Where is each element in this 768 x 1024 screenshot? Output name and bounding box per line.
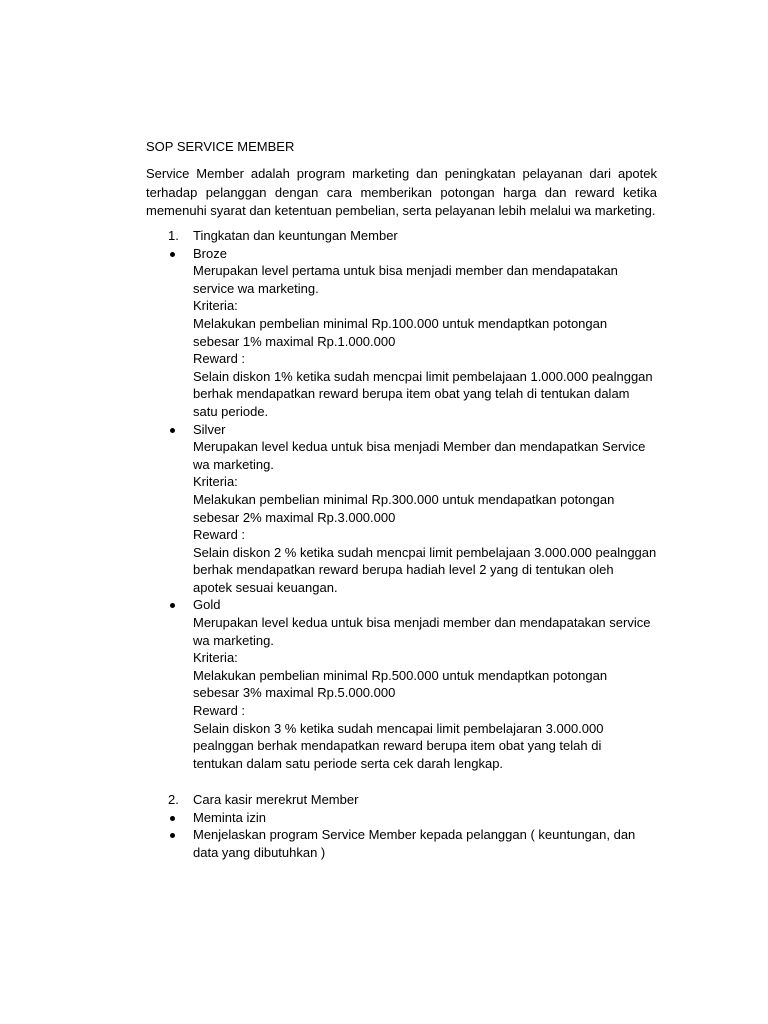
tier-line: berhak mendapatkan reward berupa item obat yang telah di tentukan dalam — [193, 386, 630, 402]
bullet-icon — [170, 816, 175, 821]
tier-line: sebesar 3% maximal Rp.5.000.000 — [193, 685, 396, 701]
intro-line: Service Member adalah program marketing dan peningkatan pelayanan dari apotek — [146, 166, 657, 181]
tier-line: Reward : — [193, 527, 246, 543]
tier-item-broze — [0, 245, 663, 421]
tier-item-gold — [0, 596, 663, 772]
document-title: SOP SERVICE MEMBER — [146, 139, 295, 154]
section-2-heading-item — [0, 791, 663, 809]
tier-line: apotek sesuai keuangan. — [193, 579, 338, 595]
intro-paragraph — [146, 165, 657, 221]
list-number: 1. — [168, 228, 179, 243]
recruit-step-line: Meminta izin — [193, 809, 266, 825]
tier-line: Gold — [193, 597, 221, 613]
tier-line: pealnggan berhak mendapatkan reward berupa item obat yang telah di — [193, 738, 602, 754]
tier-line: Kriteria: — [193, 650, 238, 666]
section-1-heading: Tingkatan dan keuntungan Member — [193, 228, 398, 243]
recruit-step-line: data yang dibutuhkan ) — [193, 844, 326, 860]
tier-line: Reward : — [193, 351, 246, 367]
section-1-list — [0, 227, 768, 772]
tier-line: tentukan dalam satu periode serta cek darah lengkap. — [193, 755, 504, 771]
tier-line: Merupakan level kedua untuk bisa menjadi Member dan mendapatkan Service — [193, 439, 646, 455]
tier-line: Merupakan level kedua untuk bisa menjadi member dan mendapatakan service — [193, 615, 651, 631]
tier-line: Kriteria: — [193, 298, 238, 314]
tier-line: Broze — [193, 245, 227, 261]
tier-line: berhak mendapatkan reward berupa hadiah level 2 yang di tentukan oleh — [193, 562, 614, 578]
tier-line: Silver — [193, 421, 226, 437]
tier-line: wa marketing. — [193, 456, 274, 472]
list-number: 2. — [168, 792, 179, 807]
tier-line: Melakukan pembelian minimal Rp.300.000 untuk mendapatkan potongan — [193, 491, 615, 507]
tier-line: Merupakan level pertama untuk bisa menjadi member dan mendapatakan — [193, 263, 618, 279]
intro-line: terhadap pelanggan dengan cara memberikan potongan harga dan reward ketika — [146, 184, 657, 200]
tier-line: Selain diskon 3 % ketika sudah mencapai limit pembelajaran 3.000.000 — [193, 720, 604, 736]
recruit-step-item — [0, 826, 663, 861]
tier-line: Reward : — [193, 703, 246, 719]
tier-line: Selain diskon 2 % ketika sudah mencpai limit pembelajaan 3.000.000 pealnggan — [193, 544, 657, 560]
tier-line: sebesar 1% maximal Rp.1.000.000 — [193, 333, 396, 349]
section-1-heading-item — [0, 227, 663, 245]
tier-line: Melakukan pembelian minimal Rp.100.000 untuk mendaptkan potongan — [193, 315, 608, 331]
bullet-icon — [170, 428, 175, 433]
tier-line: Kriteria: — [193, 474, 238, 490]
intro-line: memenuhi syarat dan ketentuan pembelian, serta pelayanan lebih melalui wa marketing. — [146, 203, 656, 219]
tier-line: wa marketing. — [193, 632, 274, 648]
tier-item-silver — [0, 421, 663, 597]
bullet-icon — [170, 833, 175, 838]
tier-line: Melakukan pembelian minimal Rp.500.000 untuk mendaptkan potongan — [193, 667, 608, 683]
section-2-heading: Cara kasir merekrut Member — [193, 792, 359, 807]
section-2-list — [0, 791, 768, 861]
tier-line: satu periode. — [193, 403, 269, 419]
tier-line: service wa marketing. — [193, 280, 319, 296]
tier-line: sebesar 2% maximal Rp.3.000.000 — [193, 509, 396, 525]
recruit-step-item — [0, 809, 663, 827]
bullet-icon — [170, 252, 175, 257]
recruit-step-line: Menjelaskan program Service Member kepada pelanggan ( keuntungan, dan — [193, 827, 636, 843]
bullet-icon — [170, 603, 175, 608]
tier-line: Selain diskon 1% ketika sudah mencpai limit pembelajaan 1.000.000 pealnggan — [193, 368, 653, 384]
